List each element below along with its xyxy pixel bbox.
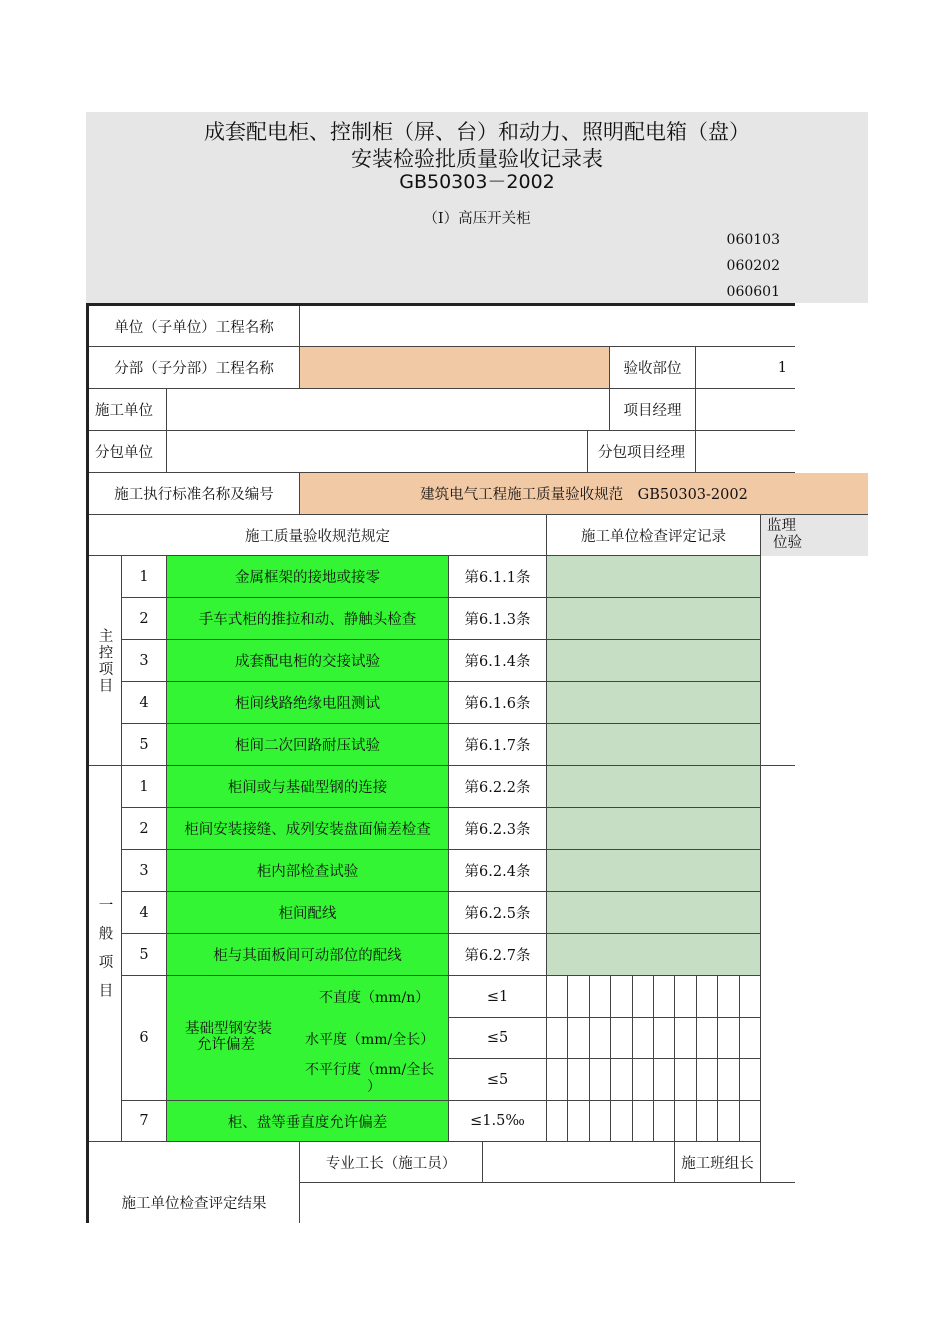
code-2: 060202 [726, 258, 780, 274]
main-items-label: 主控项目 [96, 627, 113, 694]
measurement-cell[interactable] [654, 1059, 675, 1101]
sub-project-manager-label: 分包项目经理 [588, 431, 696, 473]
standard-label: 施工执行标准名称及编号 [89, 473, 300, 515]
result-field[interactable] [300, 1183, 795, 1223]
supervision-header [761, 515, 868, 556]
main-item-record[interactable] [547, 640, 761, 682]
measurement-cell[interactable] [675, 1018, 697, 1059]
item6-sub3-name-2: ） [367, 1079, 381, 1095]
sub-project-manager-field[interactable] [696, 431, 795, 473]
unit-project-field[interactable] [300, 306, 795, 347]
main-item-record[interactable] [547, 598, 761, 640]
measurement-cell[interactable] [697, 1059, 718, 1101]
item7-no: 7 [122, 1101, 167, 1142]
team-leader-label: 施工班组长 [675, 1142, 761, 1183]
measurement-cell[interactable] [547, 1101, 568, 1142]
measurement-cell[interactable] [568, 976, 590, 1018]
general-items-label: 一般项目 [96, 896, 113, 1011]
sub-project-field[interactable] [300, 347, 610, 389]
item6-sub1-name: 不直度（mm/n） [319, 990, 430, 1006]
main-item-name: 柜间线路绝缘电阻测试 [167, 682, 449, 724]
standard-code: GB50303－2002 [399, 171, 555, 193]
item6-no: 6 [122, 976, 167, 1101]
general-items-group [89, 766, 122, 1142]
measurement-cell[interactable] [718, 976, 740, 1018]
measurement-cell[interactable] [697, 976, 718, 1018]
form-title-line1: 成套配电柜、控制柜（屏、台）和动力、照明配电箱（盘） [204, 120, 750, 144]
supervision-label-2: 位验 [773, 535, 802, 551]
general-item-record[interactable] [547, 934, 761, 976]
measurement-cell[interactable] [740, 1018, 761, 1059]
measurement-cell[interactable] [547, 976, 568, 1018]
general-item-name: 柜内部检查试验 [167, 850, 449, 892]
measurement-cell[interactable] [633, 1059, 654, 1101]
general-item-clause: 第6.2.3条 [449, 808, 547, 850]
item6-name-1: 基础型钢安装 [185, 1021, 272, 1037]
measurement-cell[interactable] [611, 1101, 633, 1142]
main-item-clause: 第6.1.7条 [449, 724, 547, 766]
main-item-clause: 第6.1.3条 [449, 598, 547, 640]
record-header: 施工单位检查评定记录 [547, 515, 761, 556]
subcontractor-label: 分包单位 [89, 431, 167, 473]
measurement-cell[interactable] [568, 1059, 590, 1101]
measurement-cell[interactable] [740, 1059, 761, 1101]
general-item-record[interactable] [547, 766, 761, 808]
item6-sub2-name: 水平度（mm/全长） [305, 1032, 435, 1048]
general-item-no: 2 [122, 808, 167, 850]
main-item-record[interactable] [547, 556, 761, 598]
measurement-cell[interactable] [654, 1018, 675, 1059]
result-label: 施工单位检查评定结果 [89, 1142, 300, 1223]
general-item-name: 柜与其面板间可动部位的配线 [167, 934, 449, 976]
measurement-cell[interactable] [740, 1101, 761, 1142]
main-item-name: 手车式柜的推拉和动、静触头检查 [167, 598, 449, 640]
measurement-cell[interactable] [611, 1018, 633, 1059]
main-item-clause: 第6.1.1条 [449, 556, 547, 598]
general-item-name: 柜间安装接缝、成列安装盘面偏差检查 [167, 808, 449, 850]
general-item-record[interactable] [547, 850, 761, 892]
general-item-clause: 第6.2.7条 [449, 934, 547, 976]
contractor-label: 施工单位 [89, 389, 167, 431]
measurement-cell[interactable] [654, 976, 675, 1018]
main-item-no: 5 [122, 724, 167, 766]
acceptance-part-field[interactable]: 1 [696, 347, 795, 389]
item6-name-2: 允许偏差 [197, 1037, 255, 1053]
general-item-no: 5 [122, 934, 167, 976]
subcontractor-field[interactable] [167, 431, 588, 473]
item7-limit: ≤1.5‰ [449, 1101, 547, 1142]
main-item-name: 金属框架的接地或接零 [167, 556, 449, 598]
general-item-clause: 第6.2.5条 [449, 892, 547, 934]
main-item-no: 4 [122, 682, 167, 724]
measurement-cell[interactable] [675, 1059, 697, 1101]
project-manager-field[interactable] [696, 389, 795, 431]
measurement-cell[interactable] [611, 976, 633, 1018]
measurement-cell[interactable] [633, 976, 654, 1018]
measurement-cell[interactable] [547, 1018, 568, 1059]
measurement-cell[interactable] [633, 1101, 654, 1142]
general-item-no: 1 [122, 766, 167, 808]
supervision-divider [761, 765, 795, 766]
foreman-label: 专业工长（施工员） [300, 1142, 483, 1183]
project-manager-label: 项目经理 [610, 389, 696, 431]
general-item-no: 3 [122, 850, 167, 892]
main-item-record[interactable] [547, 682, 761, 724]
supervision-label-1: 监理 [767, 518, 796, 534]
measurement-cell[interactable] [654, 1101, 675, 1142]
general-item-clause: 第6.2.2条 [449, 766, 547, 808]
unit-project-label: 单位（子单位）工程名称 [89, 306, 300, 347]
standard-field[interactable]: 建筑电气工程施工质量验收规范 GB50303-2002 [300, 473, 868, 515]
general-item-record[interactable] [547, 808, 761, 850]
measurement-cell[interactable] [590, 976, 611, 1018]
form-title-line2: 安装检验批质量验收记录表 [351, 147, 603, 171]
item6-sub2-limit: ≤5 [449, 1018, 547, 1059]
main-item-no: 1 [122, 556, 167, 598]
measurement-cell[interactable] [718, 1018, 740, 1059]
measurement-cell[interactable] [590, 1059, 611, 1101]
item6-sub1-limit: ≤1 [449, 976, 547, 1018]
main-item-clause: 第6.1.6条 [449, 682, 547, 724]
item6-sub3-limit: ≤5 [449, 1059, 547, 1101]
measurement-cell[interactable] [568, 1018, 590, 1059]
measurement-cell[interactable] [590, 1101, 611, 1142]
acceptance-part-label: 验收部位 [610, 347, 696, 389]
measurement-cell[interactable] [633, 1018, 654, 1059]
measurement-cell[interactable] [718, 1059, 740, 1101]
main-item-name: 柜间二次回路耐压试验 [167, 724, 449, 766]
contractor-field[interactable] [167, 389, 610, 431]
form-subtitle: （Ⅰ）高压开关柜 [423, 211, 531, 227]
measurement-cell[interactable] [611, 1059, 633, 1101]
foreman-field[interactable] [483, 1142, 675, 1183]
general-item-record[interactable] [547, 892, 761, 934]
measurement-cell[interactable] [718, 1101, 740, 1142]
measurement-cell[interactable] [675, 976, 697, 1018]
measurement-cell[interactable] [697, 1101, 718, 1142]
general-item-name: 柜间配线 [167, 892, 449, 934]
measurement-cell[interactable] [697, 1018, 718, 1059]
code-1: 060103 [726, 232, 780, 248]
measurement-cell[interactable] [675, 1101, 697, 1142]
measurement-cell[interactable] [740, 976, 761, 1018]
item7-name: 柜、盘等垂直度允许偏差 [167, 1101, 449, 1142]
spec-header: 施工质量验收规范规定 [89, 515, 547, 556]
general-item-clause: 第6.2.4条 [449, 850, 547, 892]
item6-spec [167, 976, 449, 1101]
main-item-name: 成套配电柜的交接试验 [167, 640, 449, 682]
general-item-no: 4 [122, 892, 167, 934]
measurement-cell[interactable] [547, 1059, 568, 1101]
measurement-cell[interactable] [590, 1018, 611, 1059]
measurement-cell[interactable] [568, 1101, 590, 1142]
general-item-name: 柜间或与基础型钢的连接 [167, 766, 449, 808]
main-item-no: 2 [122, 598, 167, 640]
code-3: 060601 [726, 284, 780, 300]
sub-project-label: 分部（子分部）工程名称 [89, 347, 300, 389]
item6-sub3-name-1: 不平行度（mm/全长 [305, 1062, 435, 1078]
main-item-no: 3 [122, 640, 167, 682]
main-item-clause: 第6.1.4条 [449, 640, 547, 682]
team-leader-field[interactable] [761, 1142, 795, 1183]
main-items-group [89, 556, 122, 766]
main-item-record[interactable] [547, 724, 761, 766]
